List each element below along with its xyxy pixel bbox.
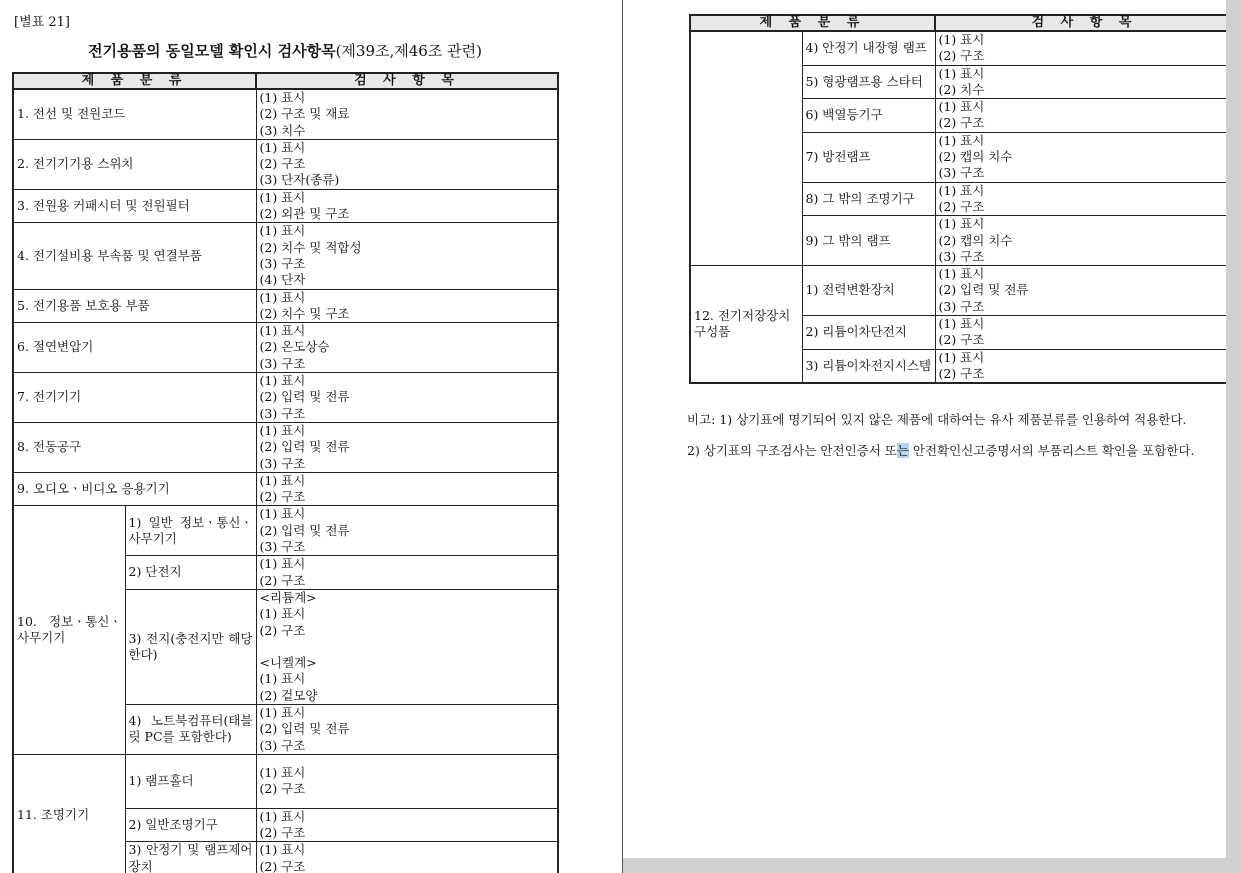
category-cell: 6. 절연변압기 — [13, 323, 256, 373]
note-2-text-b: 안전확인신고증명서의 부품리스트 확인을 포함한다. — [908, 443, 1195, 458]
subcategory-cell: 1) 램프홀더 — [125, 754, 256, 808]
items-cell: (1) 표시 (2) 입력 및 전류 (3) 구조 — [256, 704, 558, 754]
category-cell: 3. 전원용 커패시터 및 전원필터 — [13, 189, 256, 223]
items-cell: (1) 표시 (2) 구조 — [935, 316, 1226, 350]
header-product: 제 품 분 류 — [690, 15, 935, 31]
title-main: 전기용품의 동일모델 확인시 검사항목 — [88, 42, 336, 60]
items-cell: (1) 표시 (2) 구조 — [935, 182, 1226, 216]
category-cell-group11: 11. 조명기기 — [13, 754, 125, 873]
category-cell: 4. 전기설비용 부속품 및 연결부품 — [13, 223, 256, 289]
items-cell: (1) 표시 (2) 치수 및 구조 — [256, 289, 558, 323]
subcategory-cell: 1) 전력변환장치 — [802, 266, 935, 316]
inspection-table-left — [12, 72, 559, 873]
subcategory-cell: 3) 안정기 및 램프제어장치 — [125, 842, 256, 873]
subcategory-cell: 2) 단전지 — [125, 556, 256, 590]
note-2 — [687, 441, 1194, 459]
header-items: 검 사 항 목 — [935, 15, 1226, 31]
subcategory-cell: 3) 전지(충전지만 해당한다) — [125, 589, 256, 704]
subcategory-cell: 2) 일반조명기구 — [125, 808, 256, 842]
subcategory-cell: 4) 안정기 내장형 램프 — [802, 31, 935, 65]
items-cell: (1) 표시 (2) 치수 및 적합성 (3) 구조 (4) 단자 — [256, 223, 558, 289]
category-cell-group10: 10. 정보ㆍ통신ㆍ사무기기 — [13, 506, 125, 754]
title-sub: (제39조,제46조 관련) — [335, 42, 482, 60]
category-cell: 8. 전동공구 — [13, 422, 256, 472]
items-cell: (1) 표시 (2) 구조 — [256, 472, 558, 506]
category-cell: 9. 오디오ㆍ비디오 응용기기 — [13, 472, 256, 506]
items-cell: (1) 표시 (2) 치수 — [935, 65, 1226, 99]
inspection-table-right — [689, 14, 1226, 384]
items-cell: (1) 표시 (2) 입력 및 전류 (3) 구조 — [256, 373, 558, 423]
items-cell: (1) 표시 (2) 외관 및 구조 — [256, 189, 558, 223]
document-title — [0, 40, 570, 61]
subcategory-cell: 6) 백열등기구 — [802, 99, 935, 133]
subcategory-cell: 2) 리튬이차단전지 — [802, 316, 935, 350]
category-cell: 7. 전기기기 — [13, 373, 256, 423]
note-1: 비고: 1) 상기표에 명기되어 있지 않은 제품에 대하여는 유사 제품분류를 인용하여 적용한다. — [687, 412, 1187, 427]
subcategory-cell: 3) 리튬이차전지시스템 — [802, 349, 935, 383]
items-cell: (1) 표시 (2) 구조 — [256, 808, 558, 842]
items-cell: (1) 표시 (2) 구조 및 재료 (3) 치수 — [256, 89, 558, 139]
items-cell: (1) 표시 (2) 구조 — [935, 31, 1226, 65]
items-cell: (1) 표시 (2) 구조 — [256, 556, 558, 590]
header-product: 제 품 분 류 — [13, 73, 256, 89]
items-cell: (1) 표시 (2) 구조 (3) 단자(종류) — [256, 139, 558, 189]
note-2-text-a: 2) 상기표의 구조검사는 안전인증서 또 — [687, 443, 897, 458]
items-cell: (1) 표시 (2) 입력 및 전류 (3) 구조 — [256, 422, 558, 472]
items-cell: (1) 표시 (2) 캡의 치수 (3) 구조 — [935, 132, 1226, 182]
annex-label: [별표 21] — [14, 15, 70, 30]
items-cell: (1) 표시 (2) 온도상승 (3) 구조 — [256, 323, 558, 373]
items-cell: (1) 표시 (2) 구조 — [256, 842, 558, 873]
items-cell: (1) 표시 (2) 구조 — [256, 754, 558, 808]
items-cell: (1) 표시 (2) 입력 및 전류 (3) 구조 — [935, 266, 1226, 316]
subcategory-cell: 4) 노트북컴퓨터(태블릿 PC를 포함한다) — [125, 704, 256, 754]
subcategory-cell: 7) 방전램프 — [802, 132, 935, 182]
category-cell-group12: 12. 전기저장장치 구성품 — [690, 266, 802, 384]
category-cell-group11-continued — [690, 31, 802, 266]
page-right — [623, 0, 1226, 858]
category-cell: 2. 전기기기용 스위치 — [13, 139, 256, 189]
items-cell: (1) 표시 (2) 구조 — [935, 99, 1226, 133]
subcategory-cell: 5) 형광램프용 스타터 — [802, 65, 935, 99]
items-cell: (1) 표시 (2) 입력 및 전류 (3) 구조 — [256, 506, 558, 556]
items-cell: (1) 표시 (2) 캡의 치수 (3) 구조 — [935, 216, 1226, 266]
subcategory-cell: 9) 그 밖의 램프 — [802, 216, 935, 266]
header-items: 검 사 항 목 — [256, 73, 558, 89]
text-selection-highlight[interactable]: 는 — [896, 443, 909, 458]
subcategory-cell: 8) 그 밖의 조명기구 — [802, 182, 935, 216]
items-cell: (1) 표시 (2) 구조 — [935, 349, 1226, 383]
category-cell: 5. 전기용품 보호용 부품 — [13, 289, 256, 323]
category-cell: 1. 전선 및 전원코드 — [13, 89, 256, 139]
items-cell: <리튬계> (1) 표시 (2) 구조 <니켈계> (1) 표시 (2) 겉모양 — [256, 589, 558, 704]
subcategory-cell: 1) 일반 정보ㆍ통신ㆍ사무기기 — [125, 506, 256, 556]
